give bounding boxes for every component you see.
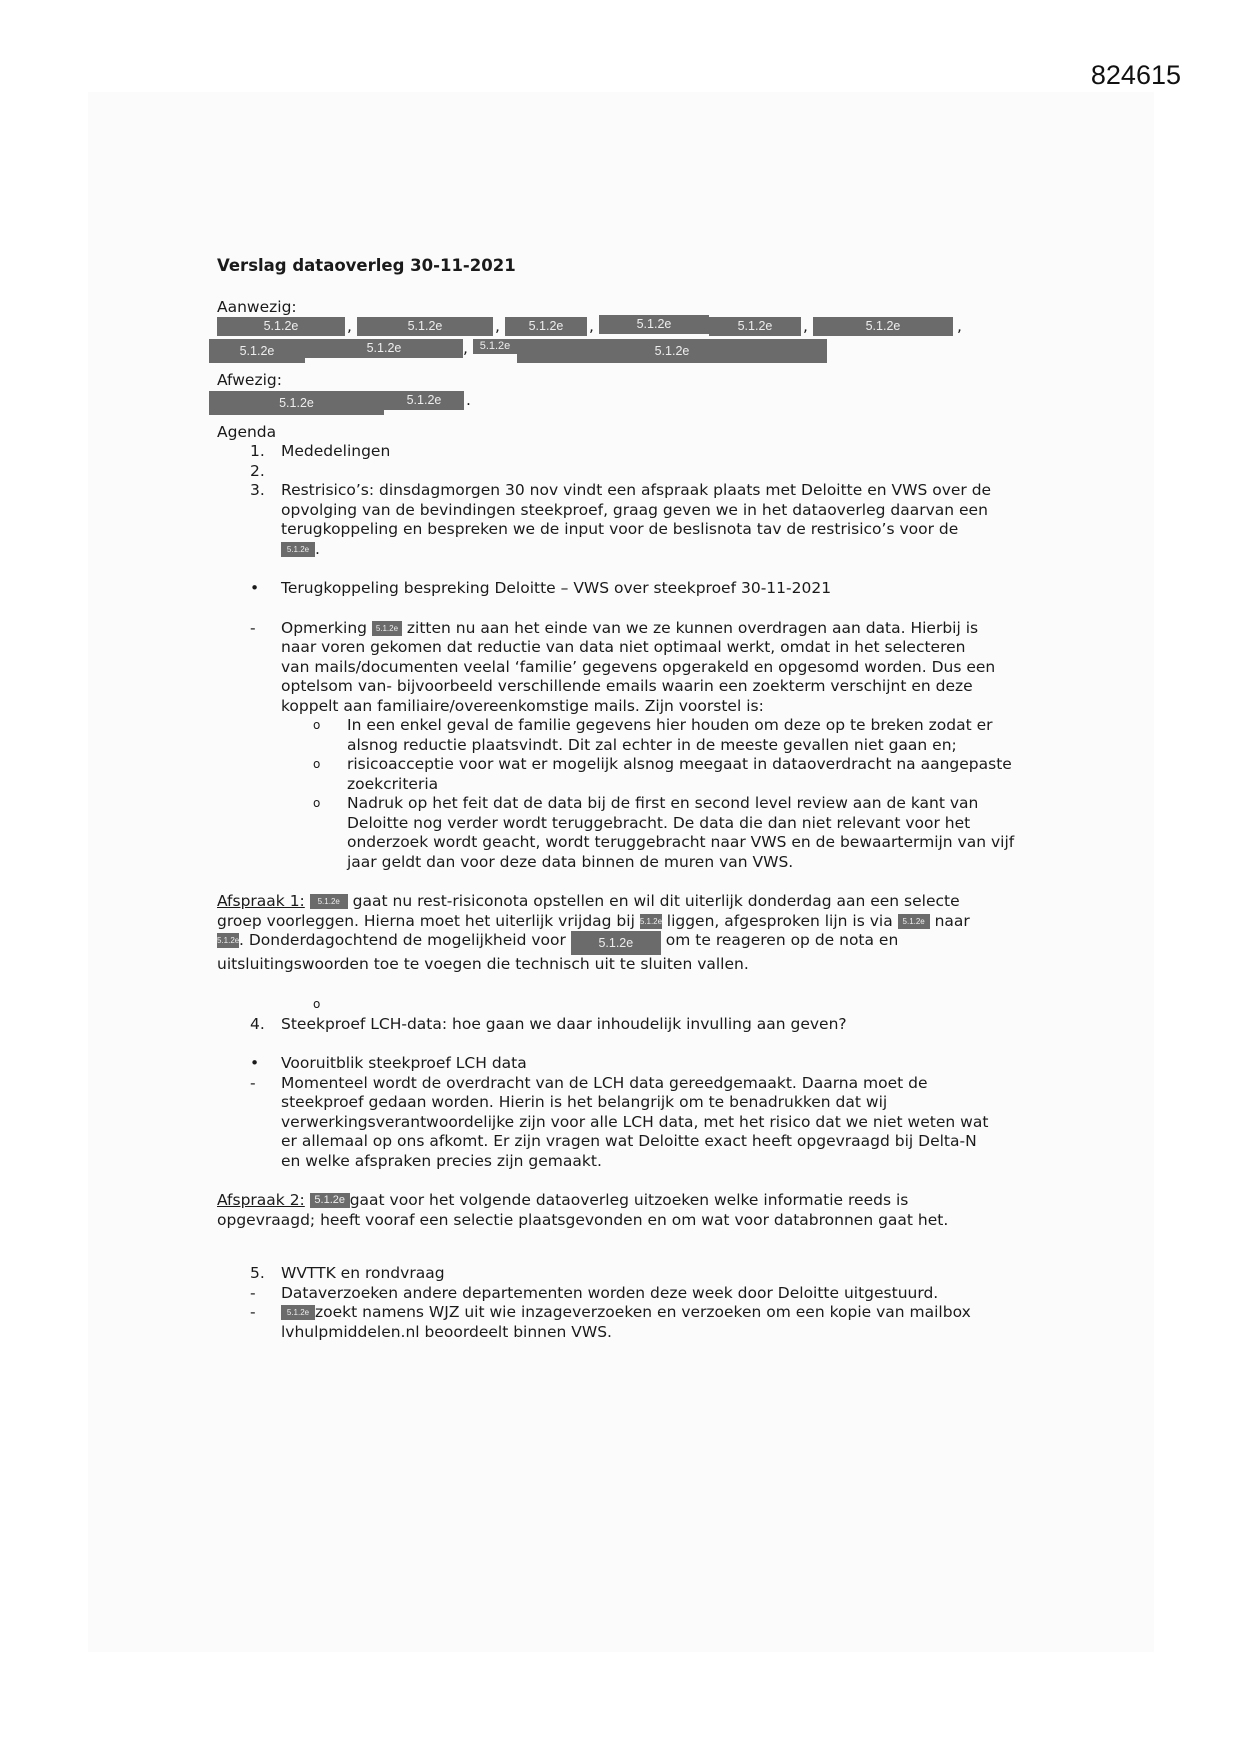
document-body [217, 256, 1037, 1342]
redaction-block: 5.1.2e [898, 914, 930, 929]
agenda-item-5: 5. WVTTK en rondvraag [250, 1264, 445, 1282]
empty-sub-bullet: o [313, 996, 321, 1011]
redaction-block: 5.1.2e [305, 339, 463, 358]
item5-dash-2: - 5.1.2e zoekt namens WJZ uit wie inzageverzoeken en verzoeken om een kopie van mailbox lvhulpmiddelen.nl beoordeelt binnen VWS. [250, 1303, 971, 1341]
redaction-block: 5.1.2e [209, 391, 384, 415]
absent-label: Afwezig: [217, 371, 282, 389]
redaction-block: 5.1.2e [517, 339, 827, 363]
redaction-block: 5.1.2e [281, 1305, 315, 1320]
proposal-item: o risicoacceptie voor wat er mogelijk alsnog meegaat in dataoverdracht na aangepaste zoekcriteria [313, 755, 1012, 793]
redaction-block: 5.1.2e [473, 339, 517, 354]
redaction-block: 5.1.2e [571, 931, 661, 955]
redaction-block: 5.1.2e [310, 894, 348, 909]
document-number: 824615 [1090, 60, 1181, 90]
redaction-block: 5.1.2e [813, 317, 953, 336]
redaction-block: 5.1.2e [384, 391, 464, 410]
redaction-block: 5.1.2e [310, 1193, 350, 1208]
attendees-label: Aanwezig: [217, 297, 297, 316]
agenda-item-3: 3. Restrisico’s: dinsdagmorgen 30 nov vindt een afspraak plaats met Deloitte en VWS over de opvolging van de bevindingen steekproef, graag geven we in het dataoverleg daarvan een terugkoppeling en bespreken we de input voor de beslisnota tav de restrisico’s voor de 5.1.2e . [250, 481, 992, 558]
item5-dash-1: - Dataverzoeken andere departementen worden deze week door Deloitte uitgestuurd. [250, 1283, 939, 1302]
redaction-block: 5.1.2e [640, 914, 662, 929]
redaction-block: 5.1.2e [599, 315, 709, 334]
redaction-block: 5.1.2e [217, 317, 345, 336]
afspraak-1: Afspraak 1: 5.1.2e gaat nu rest-risiconota opstellen en wil dit uiterlijk donderdag aan een selecte groep voorleggen. Hierna moet het uiterlijk vrijdag bij 5.1.2e liggen, afgesproken lijn is via 5.1.2e naar 5.1.2e. Donderdagochtend de mogelijkheid voor 5.1.2e om te reageren op de nota en uitsluitingswoorden toe te voegen die technisch uit te sluiten vallen. [217, 892, 970, 973]
redaction-block: 5.1.2e [281, 542, 315, 557]
absent-row: 5.1.2e 5.1.2e . [217, 391, 1037, 413]
lch-paragraph: - Momenteel wordt de overdracht van de LCH data gereedgemaakt. Daarna moet de steekproef gedaan worden. Hierin is het belangrijk om te benadrukken dat wij verwerkingsverantwoordelijke zijn voor alle LCH data, met het risico dat we niet weten wat er allemaal op ons afkomt. Er zijn vragen wat Deloitte exact heeft opgevraagd bij Delta-N en welke afspraken precies zijn gemaakt. [250, 1073, 989, 1170]
document-title: Verslag dataoverleg 30-11-2021 [217, 256, 516, 275]
bullet-vooruitblik: • Vooruitblik steekproef LCH data [250, 1054, 527, 1072]
redaction-block: 5.1.2e [217, 933, 239, 948]
remark-paragraph: - Opmerking 5.1.2e zitten nu aan het einde van we ze kunnen overdragen aan data. Hierbij is naar voren gekomen dat reductie van data niet optimaal werkt, omdat in het selecteren van mails/documenten veelal ‘familie’ gegevens opgerakeld en opgesomd worden. Dus een optelsom van- bijvoorbeeld verschillende emails waarin een zoekterm verschijnt en deze koppelt aan familiaire/overeenkomstige mails. Zijn voorstel is: [250, 618, 996, 715]
proposal-item: o Nadruk op het feit dat de data bij de first en second level review aan de kant van Deloitte nog verder wordt teruggebracht. De data die dan niet relevant voor het onderzoek wordt geacht, wordt teruggebracht naar VWS en de bewaartermijn van vijf jaar geldt dan voor deze data binnen de muren van VWS. [313, 794, 1015, 871]
agenda-item-2: 2. [250, 461, 265, 480]
redaction-block: 5.1.2e [372, 621, 402, 636]
agenda-item-4: 4. Steekproef LCH-data: hoe gaan we daar inhoudelijk invulling aan geven? [250, 1014, 847, 1033]
attendees-row-2: 5.1.2e 5.1.2e , 5.1.2e 5.1.2e [217, 339, 1037, 361]
redaction-block: 5.1.2e [357, 317, 493, 336]
bullet-terugkoppeling: • Terugkoppeling bespreking Deloitte – VWS over steekproef 30-11-2021 [250, 579, 832, 597]
afspraak-2: Afspraak 2: 5.1.2e gaat voor het volgende dataoverleg uitzoeken welke informatie reeds is opgevraagd; heeft vooraf een selectie plaatsgevonden en om wat voor databronnen gaat het. [217, 1191, 949, 1229]
attendees-row-1: 5.1.2e , 5.1.2e , 5.1.2e , 5.1.2e 5.1.2e , 5.1.2e , [217, 317, 1037, 339]
proposal-item: o In een enkel geval de familie gegevens hier houden om deze op te breken zodat er alsnog reductie plaatsvindt. Dit zal echter in de meeste gevallen niet gaan en; [313, 716, 993, 754]
agenda-item-1: 1. Mededelingen [250, 442, 391, 460]
redaction-block: 5.1.2e [505, 317, 587, 336]
redaction-block: 5.1.2e [209, 339, 305, 363]
redaction-block: 5.1.2e [709, 317, 801, 336]
agenda-heading: Agenda [217, 422, 277, 441]
